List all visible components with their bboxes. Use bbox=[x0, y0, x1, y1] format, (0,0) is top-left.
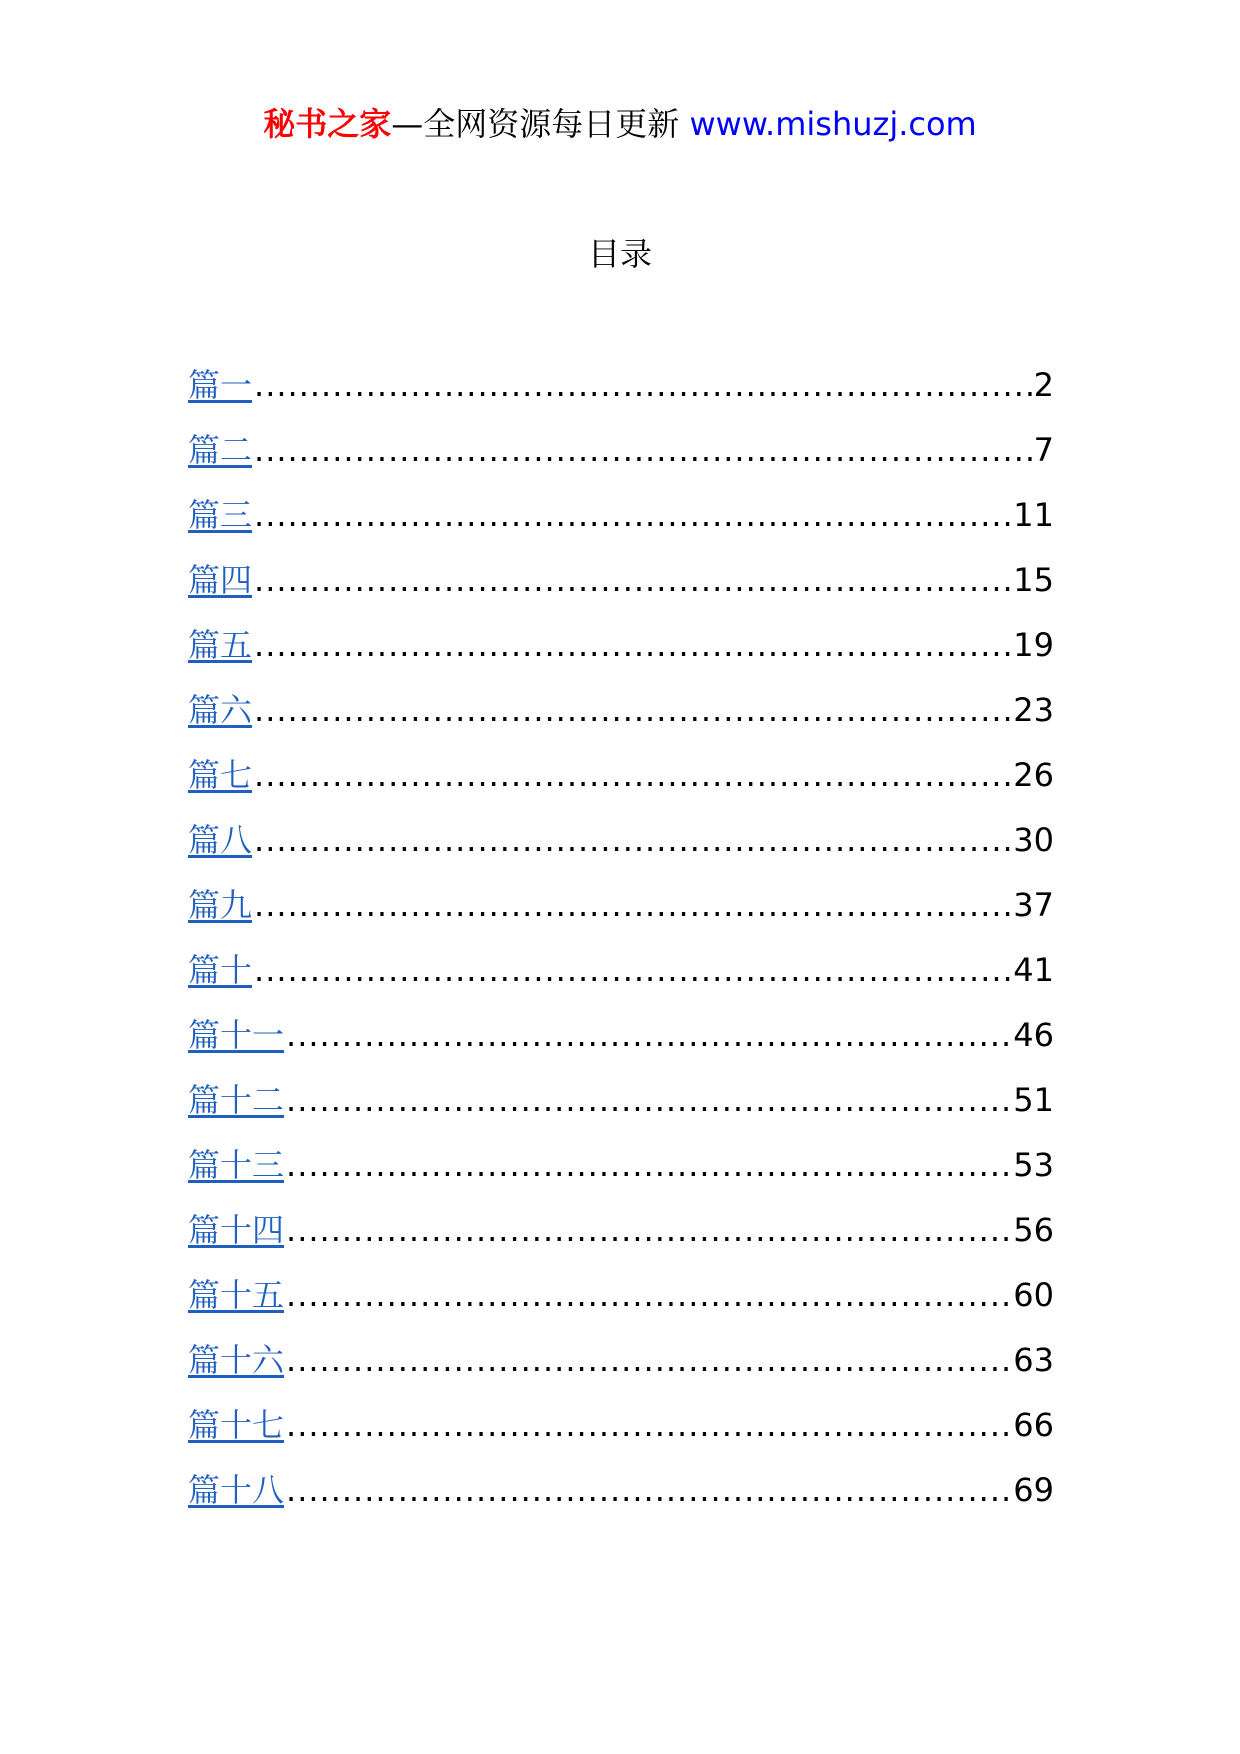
toc-entry bbox=[188, 1334, 1054, 1399]
toc-entry-link[interactable]: 篇二 bbox=[188, 431, 253, 469]
toc-entry bbox=[188, 944, 1054, 1009]
toc-page-number: 63 bbox=[1013, 1341, 1054, 1379]
toc-leader-dots bbox=[254, 489, 1011, 541]
toc-entry-link[interactable]: 篇三 bbox=[188, 496, 253, 534]
toc-entry bbox=[188, 1009, 1054, 1074]
toc-entry bbox=[188, 1399, 1054, 1464]
toc-page-number: 46 bbox=[1013, 1016, 1054, 1054]
toc-entry-link[interactable]: 篇十七 bbox=[188, 1406, 285, 1444]
toc-entry-link[interactable]: 篇十二 bbox=[188, 1081, 285, 1119]
toc-leader-dots bbox=[254, 749, 1011, 801]
toc-entry-link[interactable]: 篇六 bbox=[188, 691, 253, 729]
toc-page-number: 11 bbox=[1013, 496, 1054, 534]
toc-entry bbox=[188, 1464, 1054, 1529]
toc-leader-dots bbox=[254, 554, 1011, 606]
toc-entry bbox=[188, 424, 1054, 489]
toc-leader-dots bbox=[254, 879, 1011, 931]
toc-entry-link[interactable]: 篇四 bbox=[188, 561, 253, 599]
toc-entry-link[interactable]: 篇八 bbox=[188, 821, 253, 859]
toc-entry bbox=[188, 1074, 1054, 1139]
toc-leader-dots bbox=[254, 944, 1011, 996]
toc-leader-dots bbox=[286, 1074, 1011, 1126]
toc-page-number: 7 bbox=[1033, 431, 1054, 469]
toc-leader-dots bbox=[254, 424, 1032, 476]
header-tagline: —全网资源每日更新 bbox=[391, 105, 680, 143]
toc-page-number: 19 bbox=[1013, 626, 1054, 664]
toc-leader-dots bbox=[286, 1334, 1011, 1386]
toc-page-number: 56 bbox=[1013, 1211, 1054, 1249]
toc-page-number: 66 bbox=[1013, 1406, 1054, 1444]
toc-entry bbox=[188, 489, 1054, 554]
toc-entry bbox=[188, 359, 1054, 424]
toc-entry-link[interactable]: 篇十八 bbox=[188, 1471, 285, 1509]
toc-leader-dots bbox=[286, 1204, 1011, 1256]
toc-leader-dots bbox=[286, 1269, 1011, 1321]
toc-page-number: 23 bbox=[1013, 691, 1054, 729]
toc-page-number: 51 bbox=[1013, 1081, 1054, 1119]
toc-entry bbox=[188, 1204, 1054, 1269]
toc-entry-link[interactable]: 篇十六 bbox=[188, 1341, 285, 1379]
toc-entry bbox=[188, 1269, 1054, 1334]
toc-page-number: 26 bbox=[1013, 756, 1054, 794]
toc-entry-link[interactable]: 篇十一 bbox=[188, 1016, 285, 1054]
toc-entry bbox=[188, 554, 1054, 619]
toc-page-number: 41 bbox=[1013, 951, 1054, 989]
toc-title: 目录 bbox=[587, 235, 652, 273]
toc-page-number: 2 bbox=[1033, 366, 1054, 404]
toc-page-number: 60 bbox=[1013, 1276, 1054, 1314]
toc-leader-dots bbox=[286, 1464, 1011, 1516]
toc-leader-dots bbox=[286, 1139, 1011, 1191]
toc-page-number: 69 bbox=[1013, 1471, 1054, 1509]
toc-leader-dots bbox=[254, 684, 1011, 736]
toc-page-number: 30 bbox=[1013, 821, 1054, 859]
toc-entry-link[interactable]: 篇十 bbox=[188, 951, 253, 989]
site-url-link[interactable]: www.mishuzj.com bbox=[689, 105, 977, 143]
toc-entry bbox=[188, 749, 1054, 814]
toc-entry-link[interactable]: 篇十四 bbox=[188, 1211, 285, 1249]
toc-page-number: 15 bbox=[1013, 561, 1054, 599]
toc-list bbox=[188, 359, 1054, 1529]
toc-entry-link[interactable]: 篇七 bbox=[188, 756, 253, 794]
toc-entry bbox=[188, 879, 1054, 944]
toc-entry bbox=[188, 619, 1054, 684]
toc-entry-link[interactable]: 篇十三 bbox=[188, 1146, 285, 1184]
page-header bbox=[0, 100, 1240, 148]
toc-leader-dots bbox=[286, 1009, 1011, 1061]
toc-entry bbox=[188, 1139, 1054, 1204]
brand-name: 秘书之家 bbox=[263, 105, 392, 143]
toc-leader-dots bbox=[254, 814, 1011, 866]
toc-page-number: 37 bbox=[1013, 886, 1054, 924]
toc-entry-link[interactable]: 篇十五 bbox=[188, 1276, 285, 1314]
toc-entry-link[interactable]: 篇九 bbox=[188, 886, 253, 924]
toc-entry bbox=[188, 814, 1054, 879]
toc-entry-link[interactable]: 篇一 bbox=[188, 366, 253, 404]
toc-entry-link[interactable]: 篇五 bbox=[188, 626, 253, 664]
toc-leader-dots bbox=[254, 359, 1032, 411]
toc-page-number: 53 bbox=[1013, 1146, 1054, 1184]
toc-leader-dots bbox=[254, 619, 1011, 671]
toc-leader-dots bbox=[286, 1399, 1011, 1451]
toc-entry bbox=[188, 684, 1054, 749]
